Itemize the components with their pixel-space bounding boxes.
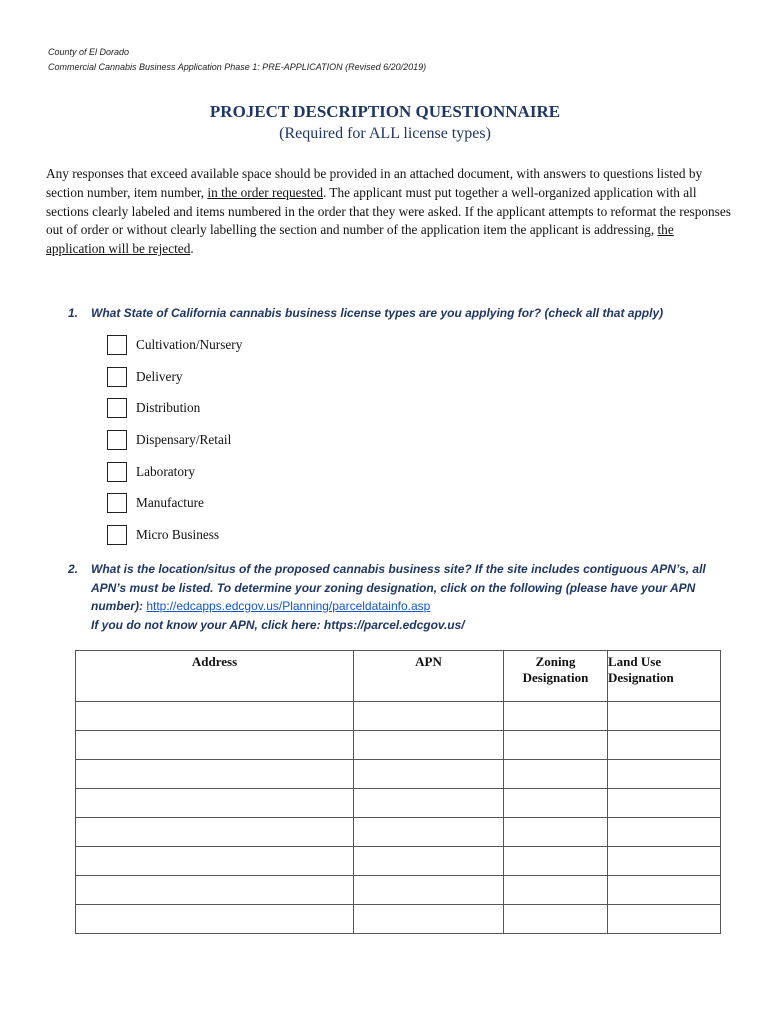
- page-title: PROJECT DESCRIPTION QUESTIONNAIRE: [209, 102, 561, 121]
- option-label: Delivery: [136, 369, 183, 384]
- table-row: [76, 847, 721, 876]
- option-micro-business[interactable]: [107, 523, 219, 547]
- checkbox-dispensary[interactable]: [107, 430, 127, 450]
- checkbox-manufacture[interactable]: [107, 493, 127, 513]
- option-distribution[interactable]: [107, 396, 200, 420]
- question-1-number: 1.: [68, 306, 79, 320]
- option-dispensary[interactable]: [107, 428, 231, 452]
- table-row: [76, 818, 721, 847]
- address-cell[interactable]: [76, 789, 354, 818]
- checkbox-delivery[interactable]: [107, 367, 127, 387]
- apn-table: [75, 650, 721, 934]
- checkbox-micro-business[interactable]: [107, 525, 127, 545]
- header-land-use: [608, 651, 721, 702]
- intro-paragraph: [46, 165, 736, 259]
- table-row: [76, 702, 721, 731]
- table-row: [76, 789, 721, 818]
- apn-cell[interactable]: [354, 905, 504, 934]
- zoning-cell[interactable]: [504, 760, 608, 789]
- address-cell[interactable]: [76, 760, 354, 789]
- land-use-cell[interactable]: [608, 905, 721, 934]
- intro-underline-rejected: the application will be rejected: [46, 222, 674, 257]
- header-address: Address: [76, 651, 354, 702]
- header-apn: APN: [354, 651, 504, 702]
- table-row: [76, 731, 721, 760]
- zoning-cell[interactable]: [504, 789, 608, 818]
- header-land-use-line-1: Land Use: [608, 654, 662, 669]
- header-form-title: Commercial Cannabis Business Application Phase 1: PRE-APPLICATION (Revised 6/20/2019): [48, 62, 427, 72]
- apn-cell[interactable]: [354, 789, 504, 818]
- zoning-cell[interactable]: [504, 905, 608, 934]
- land-use-cell[interactable]: [608, 818, 721, 847]
- address-cell[interactable]: [76, 818, 354, 847]
- apn-cell[interactable]: [354, 818, 504, 847]
- question-2-number: 2.: [68, 562, 79, 576]
- table-row: [76, 905, 721, 934]
- address-cell[interactable]: [76, 876, 354, 905]
- header-zoning-line-1: Zoning: [535, 654, 576, 669]
- address-cell[interactable]: [76, 905, 354, 934]
- checkbox-laboratory[interactable]: [107, 462, 127, 482]
- apn-cell[interactable]: [354, 876, 504, 905]
- zoning-cell[interactable]: [504, 847, 608, 876]
- header-land-use-line-2: Designation: [608, 670, 674, 685]
- apn-cell[interactable]: [354, 731, 504, 760]
- option-label: Dispensary/Retail: [136, 432, 232, 447]
- question-2-line-1: What is the location/situs of the proposed cannabis business site? If the site includes contiguous APN’s, all: [91, 562, 706, 576]
- checkbox-cultivation[interactable]: [107, 335, 127, 355]
- option-delivery[interactable]: [107, 365, 183, 389]
- apn-cell[interactable]: [354, 847, 504, 876]
- apn-cell[interactable]: [354, 702, 504, 731]
- intro-text-3: .: [190, 241, 194, 257]
- land-use-cell[interactable]: [608, 847, 721, 876]
- table-row: [76, 876, 721, 905]
- option-label: Distribution: [136, 400, 201, 415]
- option-label: Laboratory: [136, 464, 196, 479]
- land-use-cell[interactable]: [608, 760, 721, 789]
- option-label: Cultivation/Nursery: [136, 337, 243, 352]
- table-row: [76, 760, 721, 789]
- apn-cell[interactable]: [354, 760, 504, 789]
- option-manufacture[interactable]: [107, 491, 204, 515]
- header-zoning-line-2: Designation: [522, 670, 589, 685]
- land-use-cell[interactable]: [608, 876, 721, 905]
- land-use-cell[interactable]: [608, 789, 721, 818]
- header-county: County of El Dorado: [48, 47, 130, 57]
- option-label: Manufacture: [136, 495, 204, 510]
- address-cell[interactable]: [76, 731, 354, 760]
- question-1-text: What State of California cannabis business license types are you applying for? (check all that apply): [91, 306, 664, 320]
- intro-underline-order: in the order requested: [207, 184, 323, 200]
- zoning-cell[interactable]: [504, 702, 608, 731]
- option-laboratory[interactable]: [107, 460, 195, 484]
- option-label: Micro Business: [136, 527, 220, 542]
- address-cell[interactable]: [76, 702, 354, 731]
- table-header-row: [76, 651, 721, 702]
- parcel-data-link[interactable]: http://edcapps.edcgov.us/Planning/parceldatainfo.asp: [146, 599, 431, 613]
- question-2-line-3: [91, 597, 430, 616]
- header-zoning: [504, 651, 608, 702]
- zoning-cell[interactable]: [504, 818, 608, 847]
- question-2-line-4: If you do not know your APN, click here: https://parcel.edcgov.us/: [91, 617, 465, 632]
- land-use-cell[interactable]: [608, 702, 721, 731]
- question-2-line-3-prefix: number):: [91, 599, 147, 613]
- zoning-cell[interactable]: [504, 731, 608, 760]
- intro-text-1: Any responses that exceed available space should be provided in an attached document, with answers to questions listed by section number, item number,: [46, 166, 703, 200]
- option-cultivation[interactable]: [107, 333, 242, 357]
- question-2-line-2: APN’s must be listed. To determine your zoning designation, click on the following (please have your APN: [91, 580, 696, 595]
- zoning-cell[interactable]: [504, 876, 608, 905]
- intro-text-2: . The applicant must put together a well-organized application with all sections clearly labeled and items numbered in the order that they were asked. If the applicant attempts to reformat the responses out of order or without clearly labelling the section and number of the application item the applicant is addressing,: [46, 184, 731, 238]
- page-subtitle: (Required for ALL license types): [279, 125, 491, 142]
- checkbox-distribution[interactable]: [107, 398, 127, 418]
- address-cell[interactable]: [76, 847, 354, 876]
- land-use-cell[interactable]: [608, 731, 721, 760]
